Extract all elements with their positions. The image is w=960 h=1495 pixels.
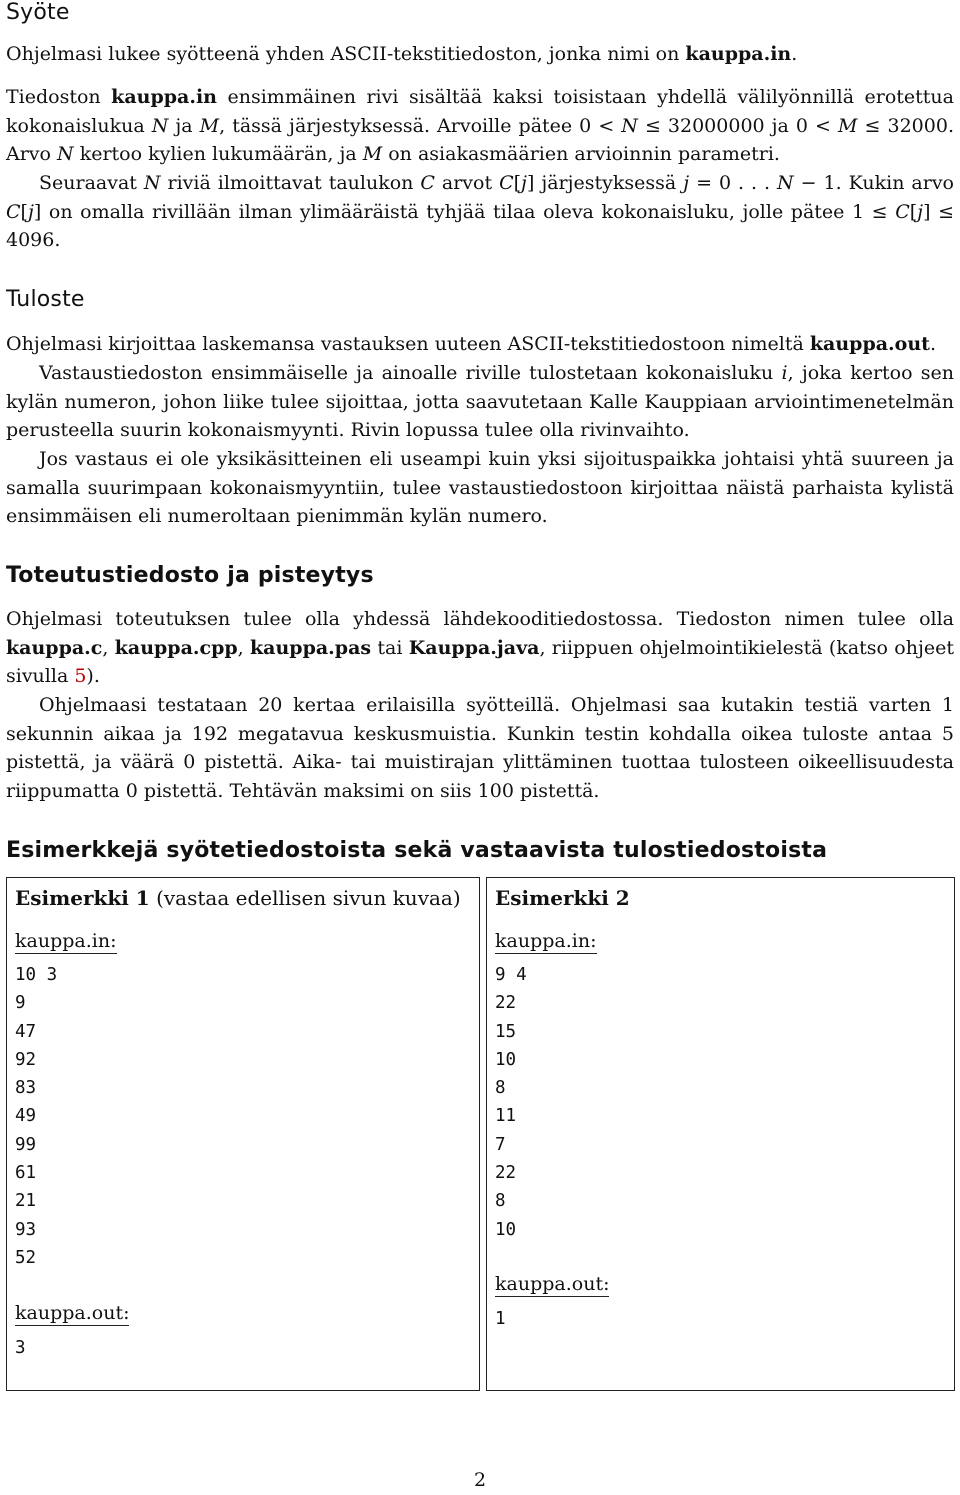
example-1-box — [6, 877, 480, 1391]
file-line: 8 — [495, 1078, 506, 1099]
text: ] järjestyksessä — [526, 172, 684, 194]
math-var: j — [27, 200, 34, 223]
output-paragraph-3: Jos vastaus ei ole yksikäsitteinen eli useampi kuin yksi sijoituspaikka johtaisi yhtä suureen ja samalla suurimpaan kokonaismyyntiin, tulee vastaustiedostoon kirjoittaa näistä parhaista kylistä ensimmäisen eli numeroltaan pienimmän kylän numero. — [6, 448, 954, 528]
file-line: 52 — [15, 1247, 37, 1268]
title-rest: (vastaa edellisen sivun kuvaa) — [149, 886, 461, 910]
text: [ — [513, 172, 522, 194]
file-line: 1 — [495, 1309, 506, 1329]
math-var: j — [683, 172, 690, 194]
example-1-input-label: kauppa.in: — [15, 930, 117, 952]
text: kertoo kylien lukumäärän, ja — [73, 143, 363, 166]
file-line: 92 — [15, 1049, 37, 1070]
example-2-box — [486, 877, 955, 1391]
text: Tiedoston — [6, 86, 112, 108]
math-var: C — [895, 200, 910, 223]
math-var: N — [151, 114, 169, 137]
example-1-title — [15, 884, 461, 913]
text: riviä ilmoittavat taulukon — [160, 172, 421, 194]
example-2-input-lines — [495, 961, 527, 1244]
text: [ — [909, 200, 918, 223]
math-var: N — [57, 143, 74, 166]
text: [ — [20, 200, 28, 223]
page-reference-link[interactable]: 5 — [74, 665, 87, 688]
file-line: 10 — [495, 1219, 517, 1240]
math-var: M — [199, 114, 220, 137]
title-bold: Esimerkki 2 — [495, 886, 630, 910]
file-line: 11 — [495, 1106, 517, 1127]
input-paragraph-2 — [6, 83, 954, 169]
text: Seuraavat — [39, 172, 144, 194]
title-bold: Esimerkki 1 — [15, 886, 150, 910]
text: ≤ 32000000 ja 0 < — [637, 114, 839, 137]
text: − 1. Kukin arvo — [793, 172, 954, 194]
file-line: 7 — [495, 1134, 506, 1155]
file-line: 8 — [495, 1191, 506, 1212]
example-2-output-lines — [495, 1305, 506, 1333]
heading-input: Syöte — [6, 0, 70, 25]
heading-examples: Esimerkkejä syötetiedostoista sekä vastaavista tulostiedostoista — [6, 838, 828, 863]
filename: kauppa.c — [6, 636, 103, 659]
text: , riippuen ohjelmointikielestä (katso ohjeet sivulla — [6, 636, 954, 688]
output-paragraph-2 — [6, 359, 954, 445]
example-1-input-lines — [15, 961, 57, 1272]
file-line: 9 — [15, 993, 26, 1014]
text: Ohjelmasi kirjoittaa laskemansa vastauksen uuteen ASCII-tekstitiedostoon nimeltä — [6, 333, 810, 355]
file-line: 93 — [15, 1219, 37, 1240]
filename: kauppa.out — [809, 333, 930, 355]
file-line: 10 3 — [15, 965, 58, 985]
file-line: 9 4 — [495, 965, 527, 985]
math-var: j — [917, 200, 924, 223]
text: ). — [86, 665, 100, 688]
file-line: 22 — [495, 993, 517, 1014]
text: . — [929, 333, 936, 355]
text: ensimmäinen rivi sisältää kaksi toisistaan yhdellä välilyönnillä erotettua kokonaislukua — [6, 86, 955, 137]
text: . — [791, 43, 798, 65]
example-1-output-label: kauppa.out: — [15, 1302, 130, 1324]
text: arvot — [434, 172, 500, 194]
file-line: 22 — [495, 1163, 517, 1184]
output-paragraph-1 — [6, 330, 956, 359]
math-var: M — [838, 114, 858, 137]
math-var: C — [499, 172, 514, 194]
page-number: 2 — [473, 1469, 487, 1491]
file-line: 49 — [15, 1106, 37, 1127]
math-var: C — [6, 200, 21, 223]
text: ] on omalla rivillään ilman ylimääräistä tyhjää tilaa oleva kokonaisluku, jolle pätee 1 ≤ — [33, 200, 896, 223]
filename: kauppa.in — [685, 43, 792, 65]
filename: kauppa.in — [111, 86, 217, 108]
text: Vastaustiedoston ensimmäiselle ja ainoalle riville tulostetaan kokonaisluku — [39, 362, 782, 384]
text: ≤ 32000. Arvo — [6, 114, 954, 166]
text: = 0 . . . — [689, 172, 778, 194]
text: on asiakasmäärien arvioinnin parametri. — [382, 143, 780, 166]
math-var: C — [420, 172, 435, 194]
file-line: 15 — [495, 1021, 517, 1042]
file-line: 47 — [15, 1021, 37, 1042]
text: ja — [168, 114, 200, 137]
math-var: N — [143, 172, 161, 194]
text: , — [237, 636, 251, 659]
filename: kauppa.pas — [250, 636, 372, 659]
heading-output: Tuloste — [6, 287, 85, 312]
file-line: 21 — [15, 1191, 37, 1212]
math-var: j — [521, 172, 527, 194]
file-line: 10 — [495, 1049, 517, 1070]
example-2-title — [495, 884, 630, 913]
math-var: M — [362, 143, 383, 166]
math-var: N — [621, 114, 638, 137]
filename: kauppa.cpp — [114, 636, 238, 659]
text: , — [102, 636, 115, 659]
text: tai — [371, 636, 409, 659]
input-paragraph-3 — [6, 169, 954, 255]
text: Ohjelmasi toteutuksen tulee olla yhdessä lähdekooditiedostossa. Tiedoston nimen tulee olla — [6, 608, 954, 630]
math-var: N — [777, 172, 794, 194]
text: , tässä järjestyksessä. Arvoille pätee 0 < — [219, 114, 622, 137]
implementation-paragraph-1 — [6, 605, 954, 691]
file-line: 83 — [15, 1078, 37, 1099]
example-2-output-label: kauppa.out: — [495, 1273, 610, 1295]
examples-container — [6, 877, 954, 1390]
heading-implementation: Toteutustiedosto ja pisteytys — [6, 563, 374, 588]
filename: Kauppa.java — [408, 636, 540, 659]
file-line: 99 — [15, 1134, 37, 1155]
example-2-input-label: kauppa.in: — [495, 930, 597, 952]
file-line: 61 — [15, 1163, 37, 1184]
text: Ohjelmasi lukee syötteenä yhden ASCII-tekstitiedoston, jonka nimi on — [6, 43, 686, 65]
input-paragraph-1 — [6, 40, 954, 69]
text: ] ≤ 4096. — [6, 200, 954, 252]
file-line: 3 — [15, 1338, 26, 1358]
text: , joka kertoo sen kylän numeron, johon liike tulee sijoittaa, jotta saavutetaan Kalle Kauppiaan arviointimenetelmän perusteella suurin kokonaismyynti. Rivin lopussa tulee olla rivinvaihto. — [6, 362, 954, 442]
math-var: i — [781, 362, 788, 384]
example-1-output-lines — [15, 1334, 26, 1362]
implementation-paragraph-2: Ohjelmaasi testataan 20 kertaa erilaisilla syötteillä. Ohjelmasi saa kutakin testiä varten 1 sekunnin aikaa ja 192 megatavua keskusmuistia. Kunkin testin kohdalla oikea tuloste antaa 5 pistettä, ja väärä 0 pistettä. Aika- tai muistirajan ylittäminen tuottaa tulosteen oikeellisuudesta riippumatta 0 pistettä. Tehtävän maksimi on siis 100 pistettä. — [6, 694, 954, 803]
